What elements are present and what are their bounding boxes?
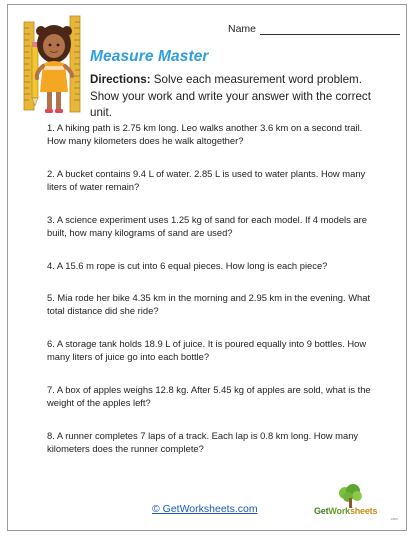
directions [90,72,390,122]
worksheet-title: Measure Master [90,48,209,65]
name-field[interactable] [228,23,400,35]
tree-icon [336,484,364,508]
logo-wordmark: GetWorksheets [314,506,378,516]
question-2: 2. A bucket contains 9.4 L of water. 2.85 L is used to water plants. How many liters of water remain? [47,168,366,193]
logo-url: .com [390,517,398,521]
question-4: 4. A 15.6 m rope is cut into 6 equal pieces. How long is each piece? [47,260,328,271]
girl-with-ruler-illustration [18,14,90,118]
question-1: 1. A hiking path is 2.75 km long. Leo walks another 3.6 km on a second trail. How many kilometers does he walk altogether? [47,122,363,147]
question-7: 7. A box of apples weighs 12.8 kg. After 5.45 kg of apples are sold, what is the weight of the apples left? [47,384,371,409]
directions-label: Directions: [90,73,151,86]
name-label: Name [228,23,257,35]
getworksheets-link[interactable]: © GetWorksheets.com [152,503,258,515]
question-6: 6. A storage tank holds 18.9 L of juice. It is poured equally into 9 bottles. How many liters of juice go into each bottle? [47,338,367,363]
name-line[interactable] [260,24,400,35]
question-5: 5. Mia rode her bike 4.35 km in the morning and 2.95 km in the evening. What total distance did she ride? [47,292,371,317]
getworksheets-logo [314,484,400,524]
question-3: 3. A science experiment uses 1.25 kg of sand for each model. If 4 models are built, how many kilograms of sand are used? [47,214,367,239]
directions-text: Solve each measurement word problem. Show your work and write your answer with the correct unit. [90,73,371,119]
question-8: 8. A runner completes 7 laps of a track. Each lap is 0.8 km long. How many kilometers does the runner complete? [47,430,359,455]
